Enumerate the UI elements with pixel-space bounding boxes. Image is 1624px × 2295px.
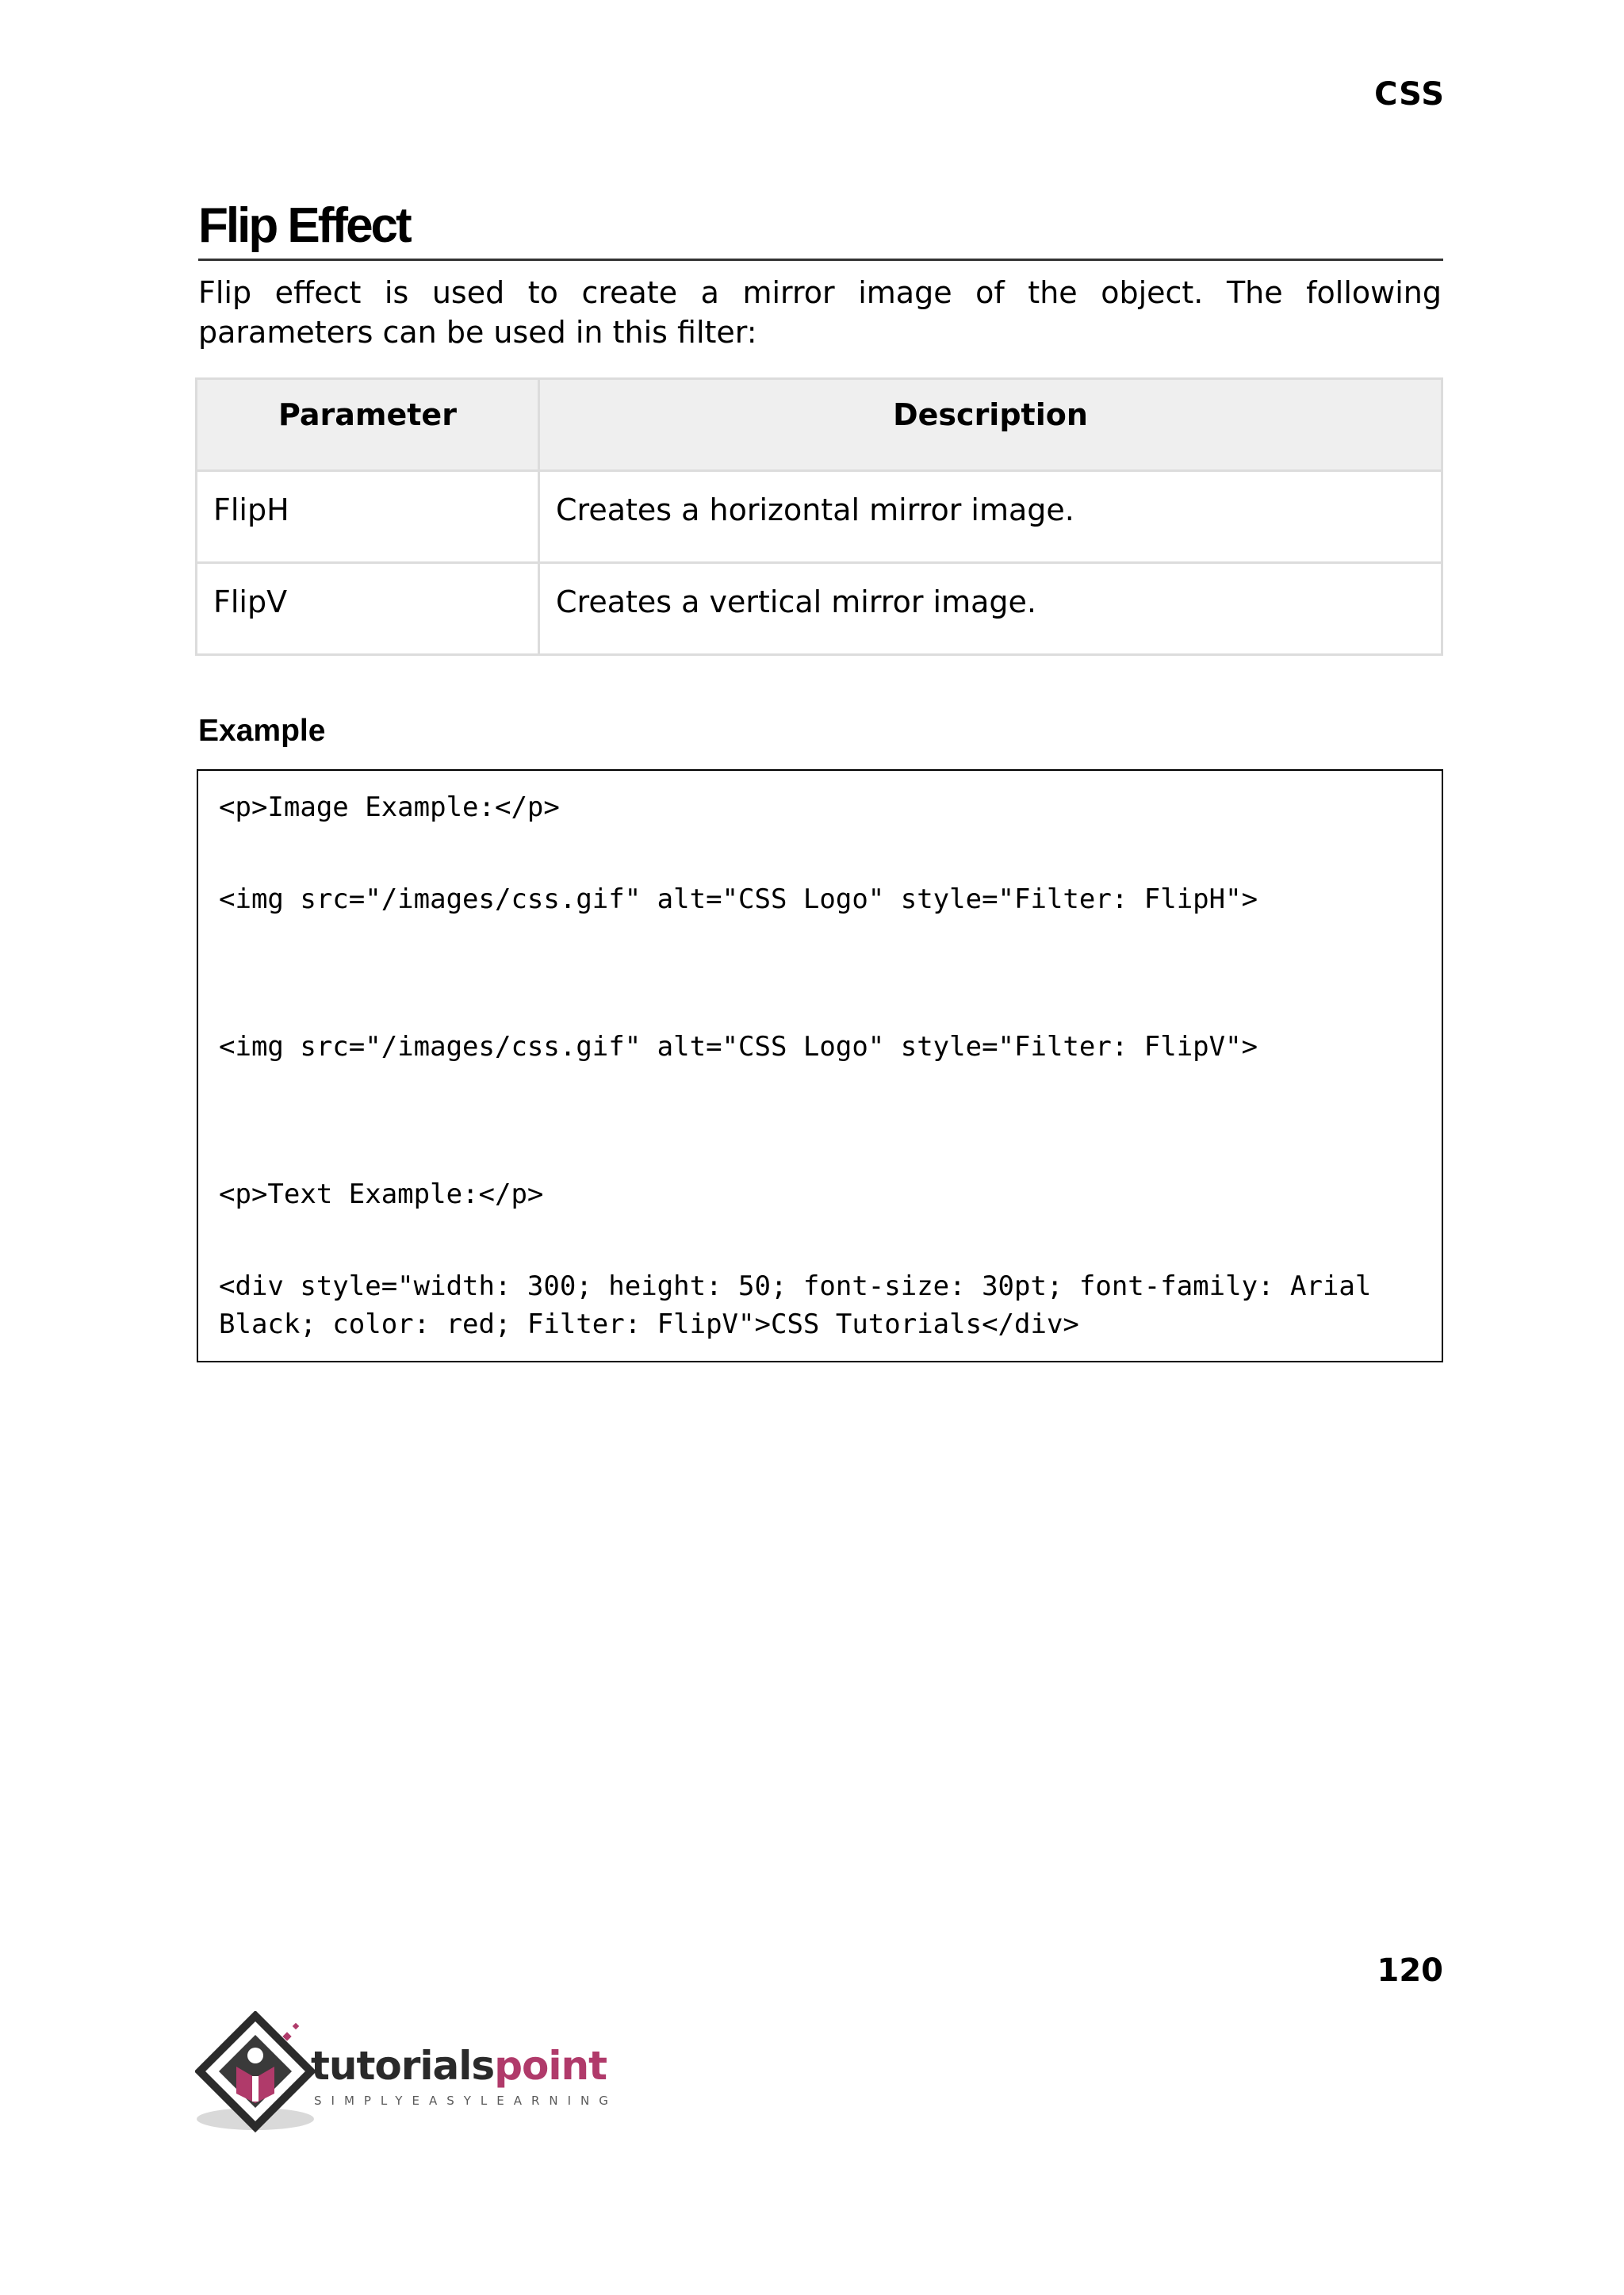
- logo-wordmark: [311, 2043, 607, 2089]
- table-header-row: [197, 379, 1442, 471]
- running-header: CSS: [1374, 76, 1445, 113]
- code-spacer: [219, 1213, 1421, 1267]
- parameter-cell: FlipV: [197, 563, 539, 655]
- tutorialspoint-logo: [195, 2011, 618, 2138]
- logo-tagline: SIMPLYEASYLEARNING: [314, 2094, 618, 2108]
- parameter-table: [195, 377, 1443, 656]
- code-example-box: [197, 769, 1443, 1362]
- logo-word-accent: point: [494, 2043, 607, 2089]
- code-line: <p>Image Example:</p>: [219, 791, 560, 823]
- logo-diamond-icon: [195, 2011, 322, 2138]
- page-number: 120: [1377, 1952, 1443, 1989]
- column-header-parameter: Parameter: [197, 379, 539, 471]
- intro-paragraph: Flip effect is used to create a mirror image of the object. The following parameters can be used in this filter:: [198, 275, 1442, 350]
- parameter-cell: FlipH: [197, 471, 539, 563]
- code-spacer: [219, 918, 1421, 1028]
- code-line: <img src="/images/css.gif" alt="CSS Logo" style="Filter: FlipH">: [219, 883, 1258, 915]
- table-row: [197, 563, 1442, 655]
- example-heading: Example: [198, 714, 326, 748]
- table-row: [197, 471, 1442, 563]
- logo-word-dark: tutorials: [311, 2043, 495, 2089]
- code-line: <p>Text Example:</p>: [219, 1178, 544, 1210]
- code-spacer: [219, 826, 1421, 880]
- code-spacer: [219, 1066, 1421, 1175]
- code-line: <img src="/images/css.gif" alt="CSS Logo" style="Filter: FlipV">: [219, 1031, 1258, 1063]
- description-cell: Creates a vertical mirror image.: [539, 563, 1442, 655]
- column-header-description: Description: [539, 379, 1442, 471]
- description-cell: Creates a horizontal mirror image.: [539, 471, 1442, 563]
- code-line: <div style="width: 300; height: 50; font-size: 30pt; font-family: Arial Black; color: red; Filter: FlipV">CSS Tutorials</div>: [219, 1270, 1388, 1340]
- section-title: Flip Effect: [198, 195, 1443, 261]
